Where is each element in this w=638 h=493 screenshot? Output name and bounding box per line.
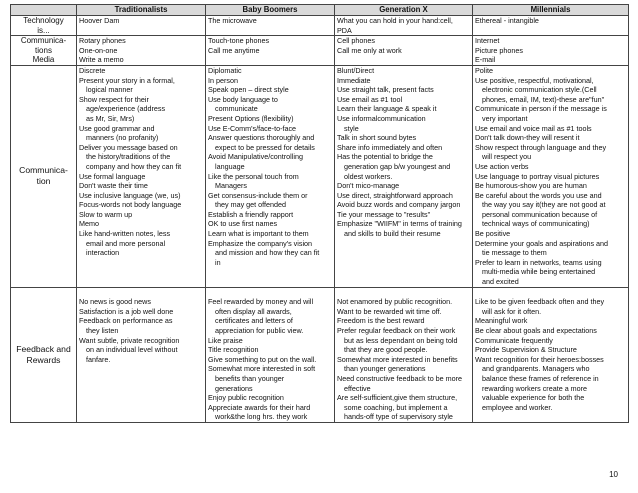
cell-line: and excited (482, 277, 519, 287)
cell-line: the history/traditions of the (86, 152, 171, 162)
cell-communication-traditionalists (77, 65, 206, 287)
cell-line: Touch-tone phones (208, 36, 270, 46)
cell-line: Use inclusive language (we, us) (79, 190, 181, 200)
cell-line: in (215, 257, 221, 267)
cell-line: Blunt/Direct (337, 65, 375, 75)
cell-line: Tie your message to "results" (337, 209, 431, 219)
cell-media-millennials (473, 36, 629, 66)
row-label-line: tions (35, 45, 52, 55)
cell-line: as Mr, Sir, Mrs) (86, 113, 135, 123)
cell-line: Freedom is the best reward (337, 316, 425, 326)
cell-line: Internet (475, 36, 500, 46)
cell-line: Prefer regular feedback on their work (337, 326, 456, 335)
cell-line: Enjoy public recognition (208, 393, 284, 403)
cell-line: electronic communication style.(Cell (482, 85, 597, 95)
cell-line: Use informalcommunication (337, 113, 426, 123)
cell-line: Use direct, straightforward approach (337, 190, 453, 200)
cell-line: Use body language to (208, 94, 278, 104)
page-number: 10 (609, 470, 618, 479)
cell-line: Feel rewarded by money and will (208, 297, 314, 307)
cell-line: Answer questions thoroughly and (208, 133, 315, 143)
cell-line: Like to be given feedback often and they (475, 297, 605, 307)
cell-line: Need constructive feedback to be more (337, 373, 463, 383)
row-label-line: Media (32, 55, 55, 65)
cell-line: company and how they can fit (86, 161, 182, 171)
cell-communication-millennials (473, 65, 629, 287)
cell-line: Satisfaction is a job well done (79, 306, 174, 316)
cell-line: fanfare. (86, 354, 111, 364)
cell-line: Has the potential to bridge the (337, 152, 433, 162)
cell-line: No news is good news (79, 297, 151, 307)
cell-line: Talk in short sound bytes (337, 133, 417, 143)
row-label-feedback-rewards (11, 287, 77, 422)
cell-line: Ethereal - intangible (475, 16, 539, 25)
cell-feedback-millennials (473, 287, 629, 422)
cell-line: Present Options (flexibility) (208, 113, 294, 123)
cell-line: and grandparents. Managers who (482, 364, 590, 374)
cell-line: on an individual level without (86, 345, 178, 355)
cell-line: Provide Supervision & Structure (475, 345, 577, 355)
cell-line: style (344, 123, 359, 133)
cell-line: Use language to portray visual pictures (475, 171, 600, 181)
cell-line: Hoover Dam (79, 16, 120, 25)
cell-line: Communicate in person if the message is (475, 104, 607, 114)
cell-line: Learn their language & speak it (337, 104, 437, 114)
cell-line: Polite (475, 65, 493, 75)
cell-line: Appreciate awards for their hard (208, 402, 311, 412)
row-label-communication (11, 65, 77, 287)
cell-line: will respect you (482, 152, 532, 162)
cell-line: Use good grammar and (79, 123, 155, 133)
cell-line: Focus-words not body language (79, 200, 182, 210)
cell-line: tie message to them (482, 248, 547, 258)
row-label-line: Communica- (20, 36, 67, 46)
cell-line: Immediate (337, 75, 371, 85)
row-technology (11, 16, 629, 36)
cell-line: Title recognition (208, 345, 259, 355)
row-label-communications-media (11, 36, 77, 66)
cell-communication-generation-x (335, 65, 473, 287)
row-label-line: tion (36, 176, 51, 187)
cell-line: Avoid Manipulative/controlling (208, 152, 303, 162)
cell-line: Like hand-written notes, less (79, 229, 171, 239)
cell-line: work&the long hrs. they work (215, 412, 308, 422)
cell-line: Use formal language (79, 171, 146, 181)
cell-line: Be careful about the words you use and (475, 190, 602, 200)
row-communication (11, 65, 629, 287)
cell-line: balance these frames of reference in (482, 373, 599, 383)
cell-line: they may get offended (215, 200, 286, 210)
cell-line: Memo (79, 219, 99, 229)
cell-line: the way you say it(they are not good at (482, 200, 606, 210)
cell-line: effective (344, 383, 371, 393)
cell-line: Present your story in a formal, (79, 75, 175, 85)
cell-line: Use action verbs (475, 161, 529, 171)
cell-line: very important (482, 113, 528, 123)
cell-line: PDA (337, 25, 352, 35)
cell-line: Use email as #1 tool (337, 94, 403, 104)
cell-line: In person (208, 75, 238, 85)
cell-line: and skills to build their resume (344, 229, 441, 239)
cell-line: Establish a friendly rapport (208, 209, 294, 219)
row-label-technology (11, 16, 77, 36)
cell-line: Picture phones (475, 45, 523, 55)
cell-line: Avoid buzz words and company jargon (337, 200, 461, 210)
row-label-line: is... (37, 25, 50, 35)
cell-line: Speak open – direct style (208, 85, 289, 95)
cell-line: Discrete (79, 65, 106, 75)
cell-line: Be positive (475, 229, 511, 239)
cell-line: Want recognition for their heroes:bosses (475, 354, 604, 364)
cell-feedback-baby-boomers (206, 287, 335, 422)
cell-line: age/experience (address (86, 104, 166, 114)
cell-line: Communicate frequently (475, 335, 553, 345)
cell-line: Want to be rewarded wit time off. (337, 306, 442, 316)
header-millennials: Millennials (473, 5, 629, 16)
cell-media-traditionalists (77, 36, 206, 66)
cell-line: Are self-sufficient,give them structure, (337, 393, 458, 403)
cell-line: email and more personal (86, 238, 166, 248)
cell-line: Use straight talk, present facts (337, 85, 434, 95)
cell-line: Feedback on performance as (79, 316, 173, 326)
row-communications-media (11, 36, 629, 66)
row-label-line: Communica- (19, 165, 68, 176)
cell-line: some coaching, but implement a (344, 402, 448, 412)
cell-line: Learn what is important to them (208, 229, 309, 239)
cell-line: will ask for it often. (482, 306, 542, 316)
cell-line: Call me only at work (337, 45, 402, 55)
cell-line: Prefer to learn in networks, teams using (475, 257, 602, 267)
row-label-line: Technology (23, 16, 64, 25)
cell-technology-millennials (473, 16, 629, 36)
cell-line: One-on-one (79, 45, 118, 55)
cell-line: Give something to put on the wall. (208, 354, 317, 364)
cell-line: Don't mico-manage (337, 181, 400, 191)
cell-line: manners (no profanity) (86, 133, 159, 143)
cell-line: Emphasize "WIIFM" in terms of training (337, 219, 462, 229)
cell-line: Don't talk down-they will resent it (475, 133, 580, 143)
cell-line: Determine your goals and aspirations and (475, 238, 609, 248)
cell-line: Somewhat more interested in soft (208, 364, 316, 374)
header-corner (11, 5, 77, 16)
cell-line: Slow to warm up (79, 209, 133, 219)
cell-line: benefits than younger (215, 373, 285, 383)
cell-line: interaction (86, 248, 120, 258)
cell-line: hands-off type of supervisory style (344, 412, 453, 422)
header-row (11, 5, 629, 16)
cell-line: Use E-Comm's/face-to-face (208, 123, 297, 133)
cell-technology-baby-boomers (206, 16, 335, 36)
cell-line: Show respect for their (79, 94, 149, 104)
cell-line: phones, email, IM, text)-these are"fun" (482, 94, 605, 104)
row-feedback-rewards (11, 287, 629, 422)
cell-line: Somewhat more interested in benefits (337, 354, 458, 364)
cell-line: valuable experience for both the (482, 393, 585, 403)
cell-feedback-traditionalists (77, 287, 206, 422)
cell-line: they listen (86, 326, 119, 335)
row-label-line: Rewards (26, 354, 61, 365)
cell-line: logical manner (86, 85, 133, 95)
cell-line: E-mail (475, 55, 496, 65)
cell-feedback-generation-x (335, 287, 473, 422)
cell-line: appreciation for public view. (215, 326, 304, 335)
cell-line: Use email and voice mail as #1 tools (475, 123, 592, 133)
cell-line: Deliver you message based on (79, 142, 178, 152)
cell-line: Managers (215, 181, 247, 191)
cell-line: Like the personal touch from (208, 171, 299, 181)
cell-line: employee and worker. (482, 402, 553, 412)
cell-line: Get consensus-include them or (208, 190, 308, 200)
cell-line: Write a memo (79, 55, 124, 65)
cell-line: OK to use first names (208, 219, 278, 229)
cell-line: oldest workers. (344, 171, 393, 181)
header-traditionalists: Traditionalists (77, 5, 206, 16)
cell-line: generation gap b/w youngest and (344, 161, 451, 171)
cell-line: personal communication because of (482, 209, 598, 219)
row-label-line: Feedback and (16, 343, 71, 354)
header-generation-x: Generation X (335, 5, 473, 16)
cell-technology-generation-x (335, 16, 473, 36)
cell-line: technical ways of communicating) (482, 219, 590, 229)
cell-line: The microwave (208, 16, 257, 25)
header-baby-boomers: Baby Boomers (206, 5, 335, 16)
cell-line: Cell phones (337, 36, 375, 46)
cell-line: Meaningful work (475, 316, 528, 326)
generations-table (10, 4, 629, 423)
cell-line: Use positive, respectful, motivational, (475, 75, 594, 85)
cell-line: generations (215, 383, 253, 393)
cell-line: that they are good people. (344, 345, 428, 355)
cell-line: certificates and letters of (215, 316, 293, 326)
cell-line: Show respect through language and they (475, 142, 607, 152)
cell-line: Don't waste their time (79, 181, 148, 191)
cell-line: Rotary phones (79, 36, 126, 46)
cell-line: Want subtle, private recognition (79, 335, 180, 345)
cell-communication-baby-boomers (206, 65, 335, 287)
cell-line: Like praise (208, 335, 243, 345)
cell-line: Diplomatic (208, 65, 242, 75)
cell-media-generation-x (335, 36, 473, 66)
cell-line: Share info immediately and often (337, 142, 443, 152)
cell-media-baby-boomers (206, 36, 335, 66)
cell-line: communicate (215, 104, 258, 114)
cell-line: rewarding workers create a more (482, 383, 588, 393)
cell-line: What you can hold in your hand:cell, (337, 16, 453, 25)
cell-technology-traditionalists (77, 16, 206, 36)
cell-line: Be clear about goals and expectations (475, 326, 597, 335)
cell-line: than younger generations (344, 364, 426, 374)
cell-line: Emphasize the company's vision (208, 238, 313, 248)
cell-line: multi-media while being entertained (482, 267, 596, 277)
cell-line: Call me anytime (208, 45, 260, 55)
cell-line: often display all awards, (215, 306, 292, 316)
cell-line: language (215, 161, 245, 171)
cell-line: and mission and how they can fit (215, 248, 320, 258)
cell-line: Be humorous-show you are human (475, 181, 587, 191)
cell-line: Not enamored by public recognition. (337, 297, 453, 307)
cell-line: but as less dependant on being told (344, 335, 458, 345)
cell-line: expect to be pressed for details (215, 142, 315, 152)
